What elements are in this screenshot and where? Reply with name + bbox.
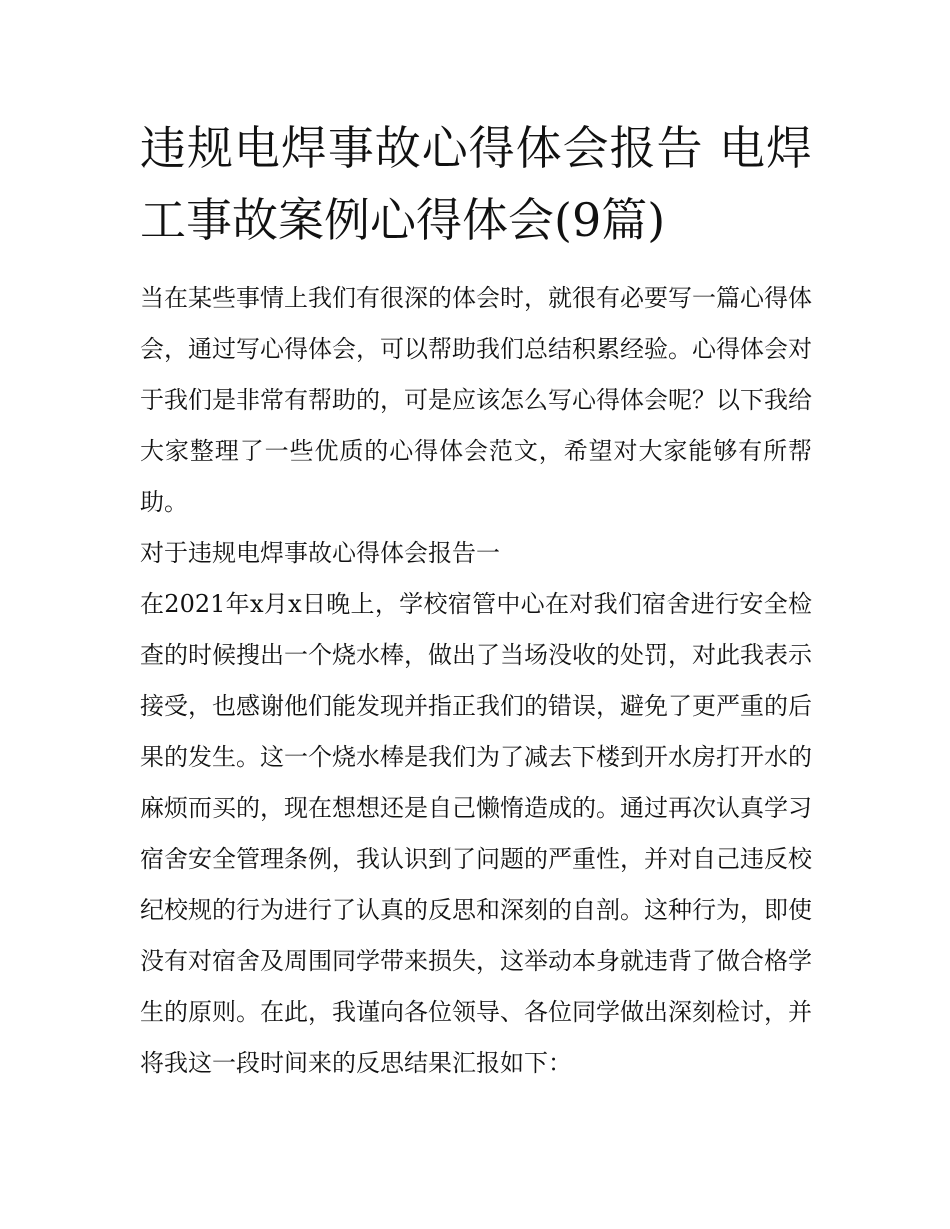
document-title: 违规电焊事故心得体会报告 电焊工事故案例心得体会(9篇) (140, 121, 812, 247)
intro-paragraph: 当在某些事情上我们有很深的体会时，就很有必要写一篇心得体会，通过写心得体会，可以帮助我们总结积累经验。心得体会对于我们是非常有帮助的，可是应该怎么写心得体会呢？以下我给大家整理了一些优质的心得体会范文，希望对大家能够有所帮助。 (140, 284, 812, 516)
section-heading: 对于违规电焊事故心得体会报告一 (140, 539, 500, 567)
document-page (140, 112, 812, 1089)
body-paragraph: 在2021年x月x日晚上，学校宿管中心在对我们宿舍进行安全检查的时候搜出一个烧水棒，做出了当场没收的处罚，对此我表示接受，也感谢他们能发现并指正我们的错误，避免了更严重的后果的发生。这一个烧水棒是我们为了减去下楼到开水房打开水的麻烦而买的，现在想想还是自己懒惰造成的。通过再次认真学习宿舍安全管理条例，我认识到了问题的严重性，并对自己违反校纪校规的行为进行了认真的反思和深刻的自剖。这种行为，即使没有对宿舍及周围同学带来损失，这举动本身就违背了做合格学生的原则。在此，我谨向各位领导、各位同学做出深刻检讨，并将我这一段时间来的反思结果汇报如下： (140, 590, 812, 1077)
